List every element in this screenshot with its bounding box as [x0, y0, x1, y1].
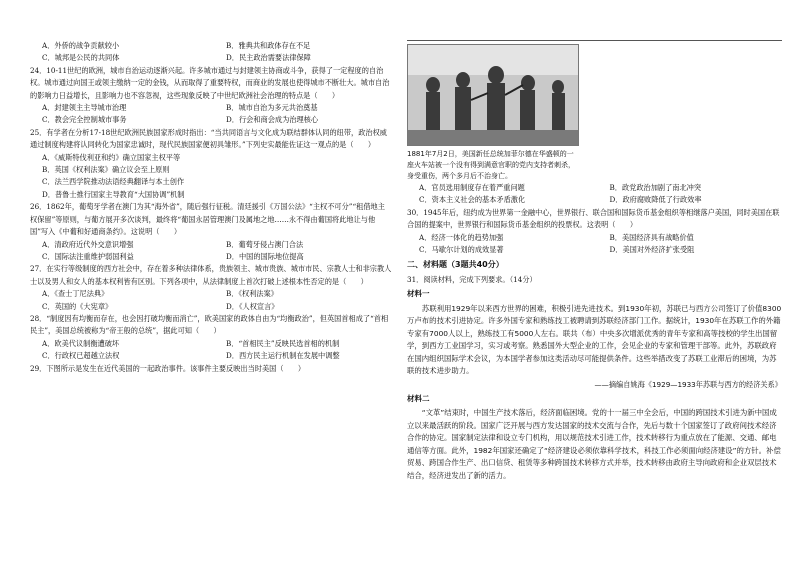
q25-option-a: A．《威斯特伐利亚和约》确立国家主权平等	[42, 152, 181, 162]
q28-option-b: B．“首相民主”反映民选首相的机制	[226, 338, 340, 348]
section-heading: 二、材料题（3题共40分）	[407, 260, 504, 270]
q30-stem: 30．1945年后，纽约成为世界第一金融中心，世界银行、联合国和国际货币基金组织等相继落户美国，同时美国在联合国的提案中，世界银行和国际货币基金组织的投票权。这表明（ ）	[407, 207, 780, 230]
q24-options	[30, 102, 392, 127]
right-column	[407, 44, 782, 482]
q30-option-c: C．马歇尔计划的成效显著	[419, 245, 504, 255]
historical-engraving-image	[407, 44, 579, 146]
q26-option-d: D．中国的国际地位提高	[226, 251, 304, 261]
q30-options	[407, 232, 782, 257]
q23-option-b: B．雅典共和政体存在不足	[226, 41, 311, 50]
q24-option-d: D．行会和商会成为治理核心	[226, 115, 319, 125]
q26-option-b: B．葡萄牙侵占澳门合法	[226, 239, 304, 249]
q27-option-a: A．《查士丁尼法典》	[42, 289, 109, 299]
q25-stem: 25．有学者在分析17-18世纪欧洲民族国家形成时指出：“当共同语言与文化成为联结群体认同的纽带，政治权威通过制度构建将认同转化为国家忠诚时，现代民族国家便初具雏形。”下列史实最能佐证这一观点的是（ ）	[30, 127, 387, 150]
q23-option-a: A．外侨的战争贡献较小	[42, 41, 120, 50]
q26-options	[30, 239, 392, 264]
q30-option-b: B．美国经济具有战略价值	[609, 232, 694, 242]
q25-option-c: C．法兰西学院推动法语经典翻译与本土创作	[42, 177, 185, 187]
material-one-text: 苏联利用1929年以来西方世界的困难，积极引进先进技术。到1930年初，苏联已与西方公司签订了价值8300万卢布的技术引进协定。许多外国专家和熟练技工被聘请到苏联经济部门工作。据统计，1930年在苏联工作的外籍专家有7000人以上，熟练技工有5000人左右。联共（布）中央多次增派优秀的青年专家和高等技校的学生出国留学，到西方工业国学习，实习或考察。熟悉国外大型企业的工作，会见企业的专家和管理干部等。此外，苏联政府在国内组织国际学术会议，为本国学者参加这类活动尽可能提供条件。这些举措改变了苏联工业滞后的困境，为苏联的技术进步助力。	[407, 303, 782, 376]
q24-option-a: A．封建领主主导城市治理	[42, 103, 127, 113]
q29-stem: 29．下图所示是发生在近代美国的一起政治事件。该事件主要反映出当时美国（ ）	[30, 363, 306, 373]
q23-option-d: D．民主政治需要法律保障	[226, 53, 311, 63]
q27-option-b: B．《权利法案》	[226, 289, 278, 299]
q31-stem: 31．阅读材料，完成下列要求。（14分）	[407, 274, 537, 284]
q30-option-a: A．经济一体化的趋势加强	[419, 232, 504, 242]
q29-option-b: B．政党政治加剧了南北冲突	[609, 183, 702, 192]
q23-option-c: C．城邦是公民的共同体	[42, 53, 120, 63]
q27-stem: 27．在实行等级制度的西方社会中，存在着多种法律体系，贵族领主、城市贵族、城市市民、宗教人士和非宗教人士以及男人和女人的基本权利皆有区别。下列各项中，从法律制度上首次打破上述根本性否定的是（ ）	[30, 264, 392, 286]
q25-option-d: D．普鲁士推行国家主导教育“大国协调”机制	[42, 189, 185, 199]
q24-stem: 24．10-11世纪的欧洲，城市自治运动逐渐兴起。许多城市通过与封建领主协商或斗争，获得了一定程度的自治权。城市通过向国王或领主缴纳一定的金钱，从而取得了重要特权，而商业的发展也使得城市不断壮大。城市自治的影响力日益增长，且影响力也不容忽视，这些现象反映了中世纪欧洲社会治理的特点是（ ）	[30, 65, 390, 100]
q27-option-d: D．《人权宣言》	[226, 301, 279, 311]
q30-option-d: D．美国对外经济扩张受阻	[609, 245, 695, 255]
q29-option-a: A．官员选用制度存在着严重问题	[419, 183, 525, 192]
q28-options	[30, 338, 392, 363]
q26-option-a: A．清政府近代外交意识增强	[42, 239, 134, 249]
q27-option-c: C．英国的《大宪章》	[42, 301, 113, 311]
q29-option-d: D．政府腐败降低了行政效率	[609, 195, 702, 205]
material-two-text: “文革”结束时，中国生产技术落后，经济面临困境。党的十一届三中全会后，中国的跨国技术引进为新中国成立以来最活跃的阶段。国家广泛开展与西方发达国家的技术交流与合作，先后与数十个国家签订了政府间技术经济合作的协定。国家制定法律和设立专门机构，用以规范技术引进工作，技术转移行为重点放在了能源、交通、邮电通信等方面。此外，1982年国家还确定了“经济建设必须依靠科学技术，科技工作必须面向经济建设”的方针。补偿贸易、跨国合作生产、出口信贷、租赁等多种跨国技术转移方式并举，技术转移由政府主导向政府和企业双层技术结合，经济迸发出了新的活力。	[407, 408, 781, 480]
figure-caption: 1881年7月2日，美国新任总统加菲尔德在华盛顿的一座火车站被一个没有得到满意官职的党内支持者刺杀，身受重伤，两个多月后不治身亡。	[407, 150, 575, 180]
q25-options	[30, 152, 392, 202]
material-one-source: ——摘编自姚海《1929—1933年苏联与西方的经济关系》	[594, 379, 782, 389]
q26-stem: 26．1862年，葡萄牙学者在澳门为其“海外省”，随后强行征税。清廷援引《万国公法》“主权不可分”“租借地主权保留”等原则，与葡方展开多次谈判，最终将“葡国永居管理澳门及属地之地……永不得由葡国将此地让与他国”写入《中葡和好通商条约》。这说明（ ）	[30, 202, 385, 237]
q23-options	[30, 40, 392, 65]
q28-option-c: C．行政权已超越立法权	[42, 351, 120, 361]
material-one-label: 材料一	[407, 289, 430, 299]
top-rule	[407, 40, 782, 41]
q28-stem: 28．“制度因有均衡而存在，也会因打破均衡而消亡”，欧美国家的政体自由为“均衡政治”，但英国首相成了“首相民主”，美国总统被称为“帝王般的总统”，据此可知（ ）	[30, 313, 389, 336]
q26-option-c: C．国际法注重维护弱国利益	[42, 251, 134, 261]
q29-option-c: C．资本主义社会的基本矛盾激化	[419, 195, 526, 205]
q27-options	[30, 288, 392, 313]
left-column	[30, 40, 392, 375]
q28-option-a: A．欧美代议制衡遭破坏	[42, 338, 120, 348]
q25-option-b: B．英国《权利法案》确立议会至上原则	[42, 165, 170, 175]
q24-option-b: B．城市自治为多元共治奠基	[226, 103, 318, 113]
q29-options	[407, 182, 782, 207]
q24-option-c: C．教会完全控制城市事务	[42, 115, 127, 125]
assassination-figure	[407, 44, 577, 182]
q28-option-d: D．西方民主运行机制在发展中调整	[226, 351, 340, 361]
material-two-label: 材料二	[407, 394, 430, 404]
